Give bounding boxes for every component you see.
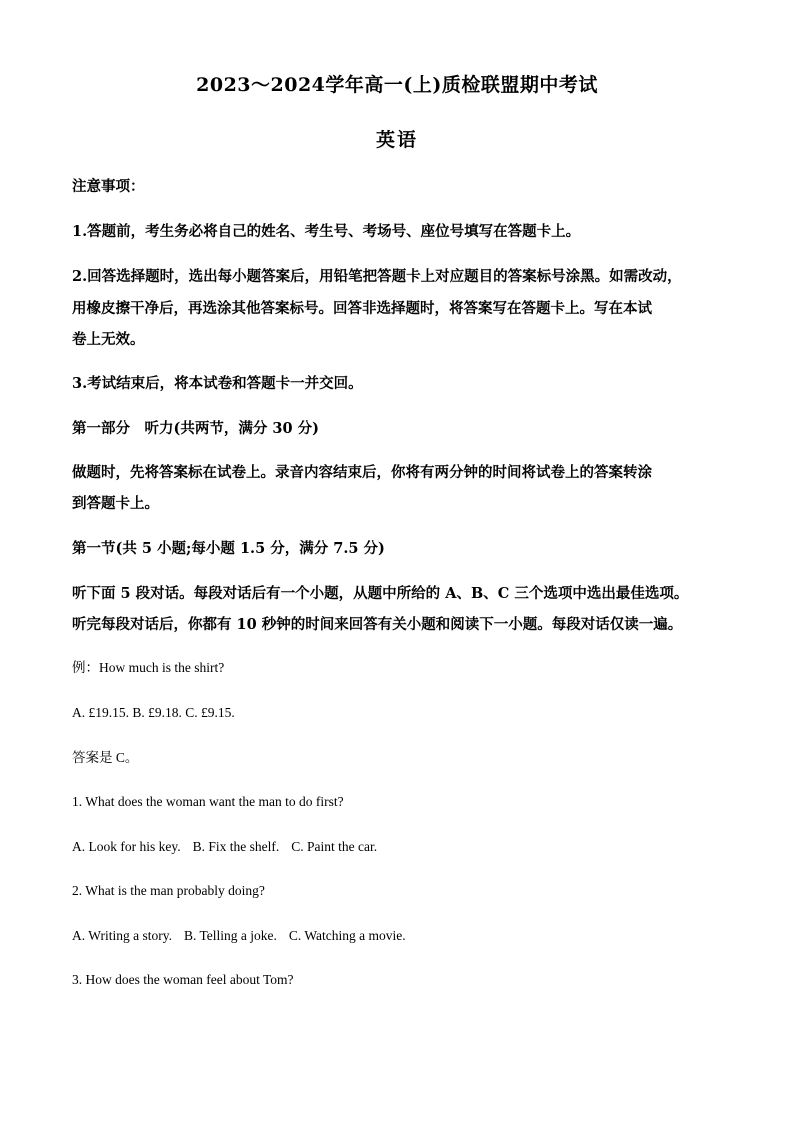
section1-instructions-line-1: 听下面 5 段对话。每段对话后有一个小题，从题中所给的 A、B、C 三个选项中选出最佳选项。	[72, 585, 689, 602]
note-item-1: 1.答题前，考生务必将自己的姓名、考生号、考场号、座位号填写在答题卡上。	[72, 223, 581, 240]
note-item-2-line-3: 卷上无效。	[72, 331, 145, 348]
part1-instructions-line-1: 做题时，先将答案标在试卷上。录音内容结束后，你将有两分钟的时间将试卷上的答案转涂	[72, 464, 652, 481]
question-1-options	[72, 838, 724, 856]
note-item-3: 3.考试结束后，将本试卷和答题卡一并交回。	[72, 375, 363, 392]
question-2-option-a: A. Writing a story.	[72, 928, 172, 943]
example-answer: 答案是 C。	[72, 750, 139, 765]
question-1-option-a: A. Look for his key.	[72, 839, 181, 854]
example-options: A. £19.15. B. £9.18. C. £9.15.	[72, 705, 235, 720]
note-item-2-line-2: 用橡皮擦干净后，再选涂其他答案标号。回答非选择题时，将答案写在答题卡上。写在本试	[72, 300, 652, 317]
part1-title: 第一部分 听力(共两节，满分 30 分)	[72, 420, 319, 437]
part1-instructions-line-2: 到答题卡上。	[72, 495, 159, 512]
question-3-stem: 3. How does the woman feel about Tom?	[72, 972, 294, 987]
question-2-stem: 2. What is the man probably doing?	[72, 883, 265, 898]
question-2-options	[72, 927, 724, 945]
section1-title: 第一节(共 5 小题;每小题 1.5 分，满分 7.5 分)	[72, 540, 385, 557]
exam-title: 2023～2024学年高一(上)质检联盟期中考试	[196, 74, 598, 96]
question-1-stem: 1. What does the woman want the man to do first?	[72, 794, 344, 809]
section1-instructions-line-2: 听完每段对话后，你都有 10 秒钟的时间来回答有关小题和阅读下一小题。每段对话仅读一遍。	[72, 616, 683, 633]
question-1-option-c: C. Paint the car.	[291, 839, 378, 854]
question-1-option-b: B. Fix the shelf.	[192, 839, 280, 854]
note-item-2-line-1: 2.回答选择题时，选出每小题答案后，用铅笔把答题卡上对应题目的答案标号涂黑。如需改动，	[72, 268, 682, 285]
question-2-option-c: C. Watching a movie.	[288, 928, 406, 943]
question-2-option-b: B. Telling a joke.	[183, 928, 277, 943]
example-question: 例：How much is the shirt?	[72, 660, 225, 675]
subject-title: 英语	[375, 129, 418, 151]
notes-heading: 注意事项：	[72, 178, 145, 195]
